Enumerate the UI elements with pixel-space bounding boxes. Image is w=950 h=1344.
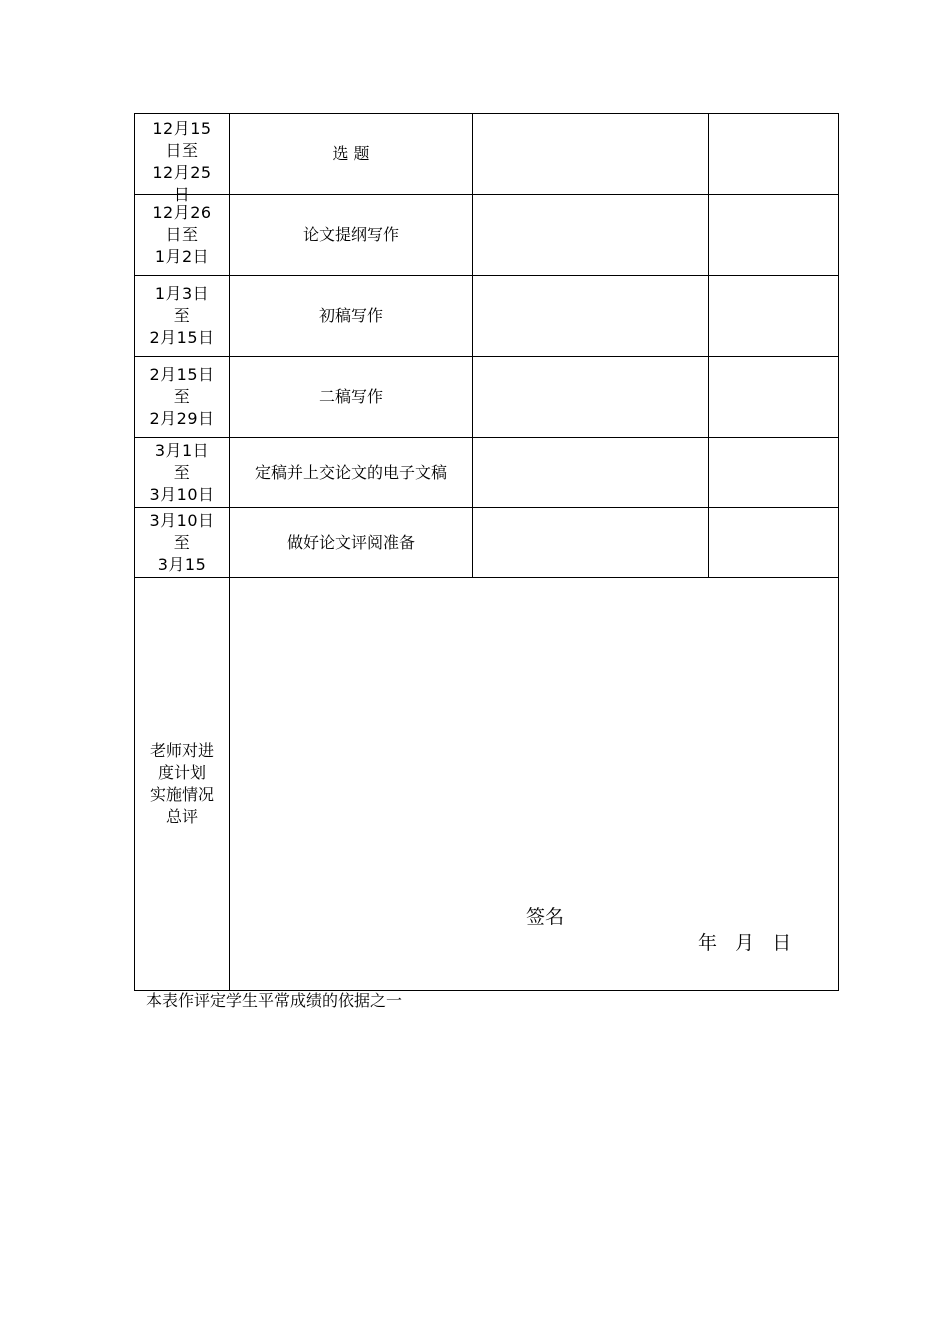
progress-cell bbox=[473, 276, 709, 357]
task-cell: 做好论文评阅准备 bbox=[230, 508, 473, 578]
signature-label: 签名 bbox=[526, 906, 565, 928]
comment-label-line: 老师对进 bbox=[149, 741, 214, 760]
date-line: 3月15 bbox=[157, 554, 207, 574]
footnote: 本表作评定学生平常成绩的依据之一 bbox=[146, 991, 403, 1010]
teacher-comment-area[interactable] bbox=[230, 578, 839, 991]
progress-cell bbox=[473, 195, 709, 276]
date-line: 3月10日 bbox=[149, 510, 215, 530]
remark-cell bbox=[709, 357, 839, 438]
remark-cell bbox=[709, 438, 839, 508]
table-row bbox=[135, 195, 839, 276]
date-line: 日至 bbox=[165, 225, 199, 244]
date-line: 2月15日 bbox=[149, 365, 215, 384]
comment-label-line: 度计划 bbox=[157, 763, 206, 782]
progress-cell bbox=[473, 357, 709, 438]
table-row bbox=[135, 276, 839, 357]
date-line: 1月2日 bbox=[154, 247, 210, 266]
remark-cell bbox=[709, 508, 839, 578]
date-range-cell bbox=[135, 276, 230, 357]
table-row bbox=[135, 438, 839, 508]
date-line: 2月15日 bbox=[149, 328, 215, 347]
task-cell: 初稿写作 bbox=[230, 276, 473, 357]
task-cell: 二稿写作 bbox=[230, 357, 473, 438]
remark-cell bbox=[709, 195, 839, 276]
date-line: 12月25 bbox=[152, 163, 212, 182]
progress-cell bbox=[473, 438, 709, 508]
date-line: 3月1日 bbox=[154, 440, 210, 460]
date-line: 日 bbox=[173, 185, 191, 204]
comment-label-line: 实施情况 bbox=[149, 785, 214, 804]
date-line: 至 bbox=[173, 387, 191, 406]
progress-cell bbox=[473, 508, 709, 578]
progress-cell bbox=[473, 114, 709, 195]
comment-label-line: 总评 bbox=[165, 807, 198, 826]
date-range-cell bbox=[135, 195, 230, 276]
comment-label-cell bbox=[135, 578, 230, 991]
comment-row bbox=[135, 578, 839, 991]
date-signature-label: 年 月 日 bbox=[698, 932, 792, 954]
table-row bbox=[135, 357, 839, 438]
date-line: 12月15 bbox=[152, 119, 212, 138]
date-line: 12月26 bbox=[152, 203, 212, 222]
date-range-cell bbox=[135, 508, 230, 578]
date-line: 3月10日 bbox=[149, 484, 215, 504]
date-range-cell bbox=[135, 114, 230, 204]
date-line: 至 bbox=[173, 462, 191, 482]
date-range-cell bbox=[135, 438, 230, 508]
task-cell: 论文提纲写作 bbox=[230, 195, 473, 276]
date-line: 至 bbox=[173, 306, 191, 325]
task-cell: 选 题 bbox=[230, 114, 473, 195]
date-line: 2月29日 bbox=[149, 409, 215, 428]
schedule-table bbox=[134, 113, 839, 991]
date-line: 至 bbox=[173, 532, 191, 552]
table-row bbox=[135, 114, 839, 195]
task-cell: 定稿并上交论文的电子文稿 bbox=[230, 438, 473, 508]
date-line: 日至 bbox=[165, 141, 199, 160]
date-line: 1月3日 bbox=[154, 284, 210, 303]
date-range-cell bbox=[135, 357, 230, 438]
remark-cell bbox=[709, 276, 839, 357]
remark-cell bbox=[709, 114, 839, 195]
table-row bbox=[135, 508, 839, 578]
